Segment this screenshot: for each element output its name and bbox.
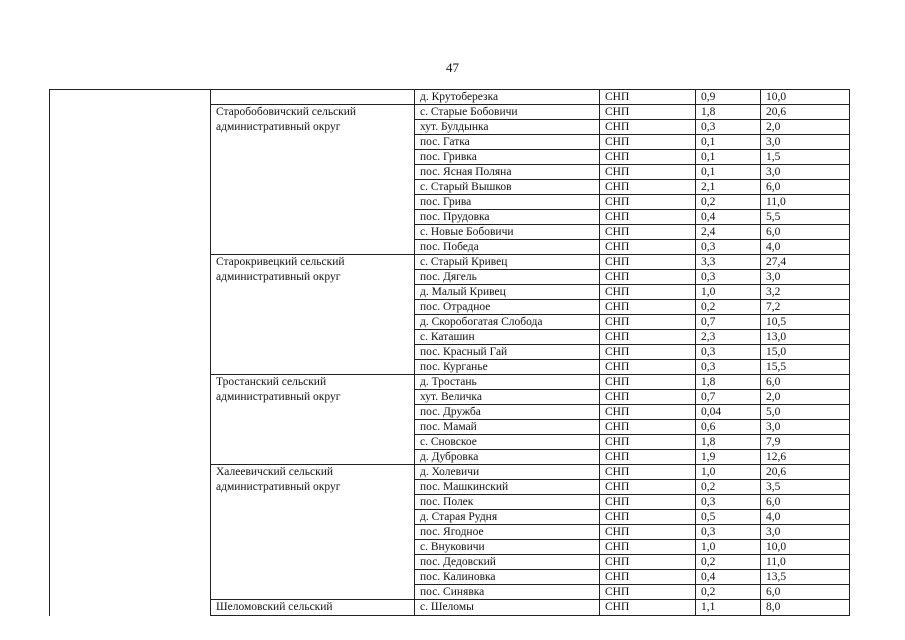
settlement-type: СНП	[600, 525, 696, 540]
district-name: Шеломовский сельский	[211, 600, 415, 616]
page-number: 47	[446, 60, 459, 75]
settlement-value-2: 3,0	[761, 420, 850, 435]
settlement-value-2: 1,5	[761, 150, 850, 165]
settlement-name: пос. Калиновка	[415, 570, 600, 585]
settlement-type: СНП	[600, 105, 696, 120]
settlement-value-1: 0,1	[696, 150, 761, 165]
settlement-name: хут. Булдынка	[415, 120, 600, 135]
settlement-type: СНП	[600, 405, 696, 420]
settlement-value-1: 0,2	[696, 300, 761, 315]
settlement-type: СНП	[600, 480, 696, 495]
settlement-name: хут. Величка	[415, 390, 600, 405]
settlement-value-2: 7,2	[761, 300, 850, 315]
settlement-value-2: 20,6	[761, 105, 850, 120]
settlement-value-2: 3,0	[761, 165, 850, 180]
settlement-name: пос. Ясная Поляна	[415, 165, 600, 180]
settlement-value-1: 1,0	[696, 285, 761, 300]
settlement-value-1: 1,8	[696, 105, 761, 120]
settlement-value-2: 6,0	[761, 225, 850, 240]
settlement-value-2: 5,0	[761, 405, 850, 420]
settlement-name: д. Тростань	[415, 375, 600, 390]
settlement-name: пос. Полек	[415, 495, 600, 510]
settlement-value-2: 6,0	[761, 375, 850, 390]
settlement-value-1: 0,6	[696, 420, 761, 435]
settlement-value-1: 0,2	[696, 195, 761, 210]
settlement-type: СНП	[600, 120, 696, 135]
settlement-type: СНП	[600, 345, 696, 360]
settlement-value-2: 10,5	[761, 315, 850, 330]
settlement-type: СНП	[600, 435, 696, 450]
settlement-name: пос. Курганье	[415, 360, 600, 375]
settlement-value-1: 0,4	[696, 570, 761, 585]
settlement-value-2: 11,0	[761, 195, 850, 210]
settlement-type: СНП	[600, 450, 696, 465]
settlement-value-2: 7,9	[761, 435, 850, 450]
district-name: Старобобовичский сельский административный округ	[211, 105, 415, 255]
settlement-name: пос. Гатка	[415, 135, 600, 150]
settlement-type: СНП	[600, 360, 696, 375]
settlement-value-2: 3,5	[761, 480, 850, 495]
settlement-name: с. Новые Бобовичи	[415, 225, 600, 240]
settlement-value-1: 1,8	[696, 435, 761, 450]
settlement-value-1: 0,3	[696, 240, 761, 255]
settlement-value-1: 2,1	[696, 180, 761, 195]
settlement-name: д. Холевичи	[415, 465, 600, 480]
settlement-type: СНП	[600, 510, 696, 525]
settlement-name: пос. Дягель	[415, 270, 600, 285]
settlement-value-2: 6,0	[761, 495, 850, 510]
settlement-type: СНП	[600, 375, 696, 390]
settlement-name: пос. Мамай	[415, 420, 600, 435]
settlement-type: СНП	[600, 225, 696, 240]
district-name: Старокривецкий сельский административный округ	[211, 255, 415, 375]
settlement-value-1: 0,2	[696, 555, 761, 570]
settlement-name: д. Скоробогатая Слобода	[415, 315, 600, 330]
settlement-name: пос. Дружба	[415, 405, 600, 420]
settlement-type: СНП	[600, 495, 696, 510]
settlement-value-2: 8,0	[761, 600, 850, 616]
settlement-type: СНП	[600, 300, 696, 315]
settlement-name: с. Шеломы	[415, 600, 600, 616]
settlement-value-1: 1,1	[696, 600, 761, 616]
settlement-value-2: 6,0	[761, 585, 850, 600]
settlement-name: с. Старый Кривец	[415, 255, 600, 270]
settlement-value-2: 3,0	[761, 135, 850, 150]
settlement-value-2: 13,0	[761, 330, 850, 345]
settlement-name: пос. Отрадное	[415, 300, 600, 315]
settlement-type: СНП	[600, 285, 696, 300]
settlement-type: СНП	[600, 555, 696, 570]
settlement-value-2: 27,4	[761, 255, 850, 270]
settlement-type: СНП	[600, 420, 696, 435]
settlement-value-2: 20,6	[761, 465, 850, 480]
settlement-type: СНП	[600, 540, 696, 555]
settlement-type: СНП	[600, 390, 696, 405]
settlement-name: с. Внуковичи	[415, 540, 600, 555]
settlement-value-1: 0,3	[696, 120, 761, 135]
settlement-value-1: 0,2	[696, 585, 761, 600]
settlement-value-2: 11,0	[761, 555, 850, 570]
settlement-type: СНП	[600, 255, 696, 270]
settlement-value-2: 5,5	[761, 210, 850, 225]
settlement-value-2: 10,0	[761, 540, 850, 555]
settlement-value-1: 0,4	[696, 210, 761, 225]
settlement-value-2: 15,5	[761, 360, 850, 375]
district-name: Тростанский сельский административный округ	[211, 375, 415, 465]
settlement-name: д. Старая Рудня	[415, 510, 600, 525]
settlement-value-1: 0,9	[696, 90, 761, 105]
settlement-value-1: 1,0	[696, 465, 761, 480]
settlement-type: СНП	[600, 150, 696, 165]
settlement-type: СНП	[600, 585, 696, 600]
settlement-type: СНП	[600, 195, 696, 210]
settlement-name: пос. Гривка	[415, 150, 600, 165]
settlement-value-1: 0,5	[696, 510, 761, 525]
settlement-type: СНП	[600, 135, 696, 150]
settlement-type: СНП	[600, 270, 696, 285]
settlement-name: с. Старый Вышков	[415, 180, 600, 195]
settlement-value-1: 0,3	[696, 345, 761, 360]
settlement-name: пос. Красный Гай	[415, 345, 600, 360]
region-cell	[50, 90, 211, 616]
settlement-type: СНП	[600, 570, 696, 585]
settlement-value-1: 0,3	[696, 270, 761, 285]
settlement-name: пос. Победа	[415, 240, 600, 255]
settlement-name: пос. Прудовка	[415, 210, 600, 225]
settlements-table	[49, 89, 850, 616]
table-row	[50, 90, 850, 105]
settlement-value-2: 4,0	[761, 240, 850, 255]
settlement-value-2: 2,0	[761, 390, 850, 405]
district-name: Халеевичский сельский административный округ	[211, 465, 415, 600]
settlement-name: с. Старые Бобовичи	[415, 105, 600, 120]
settlement-value-1: 0,7	[696, 390, 761, 405]
settlement-type: СНП	[600, 465, 696, 480]
settlement-value-1: 1,8	[696, 375, 761, 390]
settlement-value-2: 12,6	[761, 450, 850, 465]
settlement-type: СНП	[600, 240, 696, 255]
settlement-type: СНП	[600, 165, 696, 180]
settlement-value-1: 0,1	[696, 135, 761, 150]
settlement-value-1: 0,3	[696, 360, 761, 375]
settlement-name: пос. Синявка	[415, 585, 600, 600]
settlement-value-2: 3,2	[761, 285, 850, 300]
settlement-value-1: 0,3	[696, 525, 761, 540]
settlement-value-2: 6,0	[761, 180, 850, 195]
settlement-name: с. Сновское	[415, 435, 600, 450]
settlement-value-1: 1,0	[696, 540, 761, 555]
settlement-value-1: 0,1	[696, 165, 761, 180]
settlement-value-1: 2,4	[696, 225, 761, 240]
settlement-name: д. Малый Кривец	[415, 285, 600, 300]
settlement-value-2: 3,0	[761, 270, 850, 285]
settlement-name: д. Дубровка	[415, 450, 600, 465]
settlement-value-2: 15,0	[761, 345, 850, 360]
settlement-value-2: 3,0	[761, 525, 850, 540]
settlement-type: СНП	[600, 180, 696, 195]
settlement-type: СНП	[600, 90, 696, 105]
settlement-value-1: 0,2	[696, 480, 761, 495]
settlement-name: пос. Грива	[415, 195, 600, 210]
settlement-value-1: 3,3	[696, 255, 761, 270]
district-name	[211, 90, 415, 105]
settlement-name: пос. Дедовский	[415, 555, 600, 570]
settlement-name: д. Крутоберезка	[415, 90, 600, 105]
settlement-type: СНП	[600, 210, 696, 225]
settlement-value-1: 1,9	[696, 450, 761, 465]
settlement-name: пос. Ягодное	[415, 525, 600, 540]
settlement-value-1: 0,04	[696, 405, 761, 420]
settlement-type: СНП	[600, 600, 696, 616]
settlement-value-1: 0,3	[696, 495, 761, 510]
settlement-value-2: 4,0	[761, 510, 850, 525]
settlement-value-1: 0,7	[696, 315, 761, 330]
settlement-value-1: 2,3	[696, 330, 761, 345]
settlement-name: с. Каташин	[415, 330, 600, 345]
settlement-value-2: 2,0	[761, 120, 850, 135]
settlement-name: пос. Машкинский	[415, 480, 600, 495]
settlement-value-2: 13,5	[761, 570, 850, 585]
settlement-value-2: 10,0	[761, 90, 850, 105]
settlement-type: СНП	[600, 315, 696, 330]
settlement-type: СНП	[600, 330, 696, 345]
